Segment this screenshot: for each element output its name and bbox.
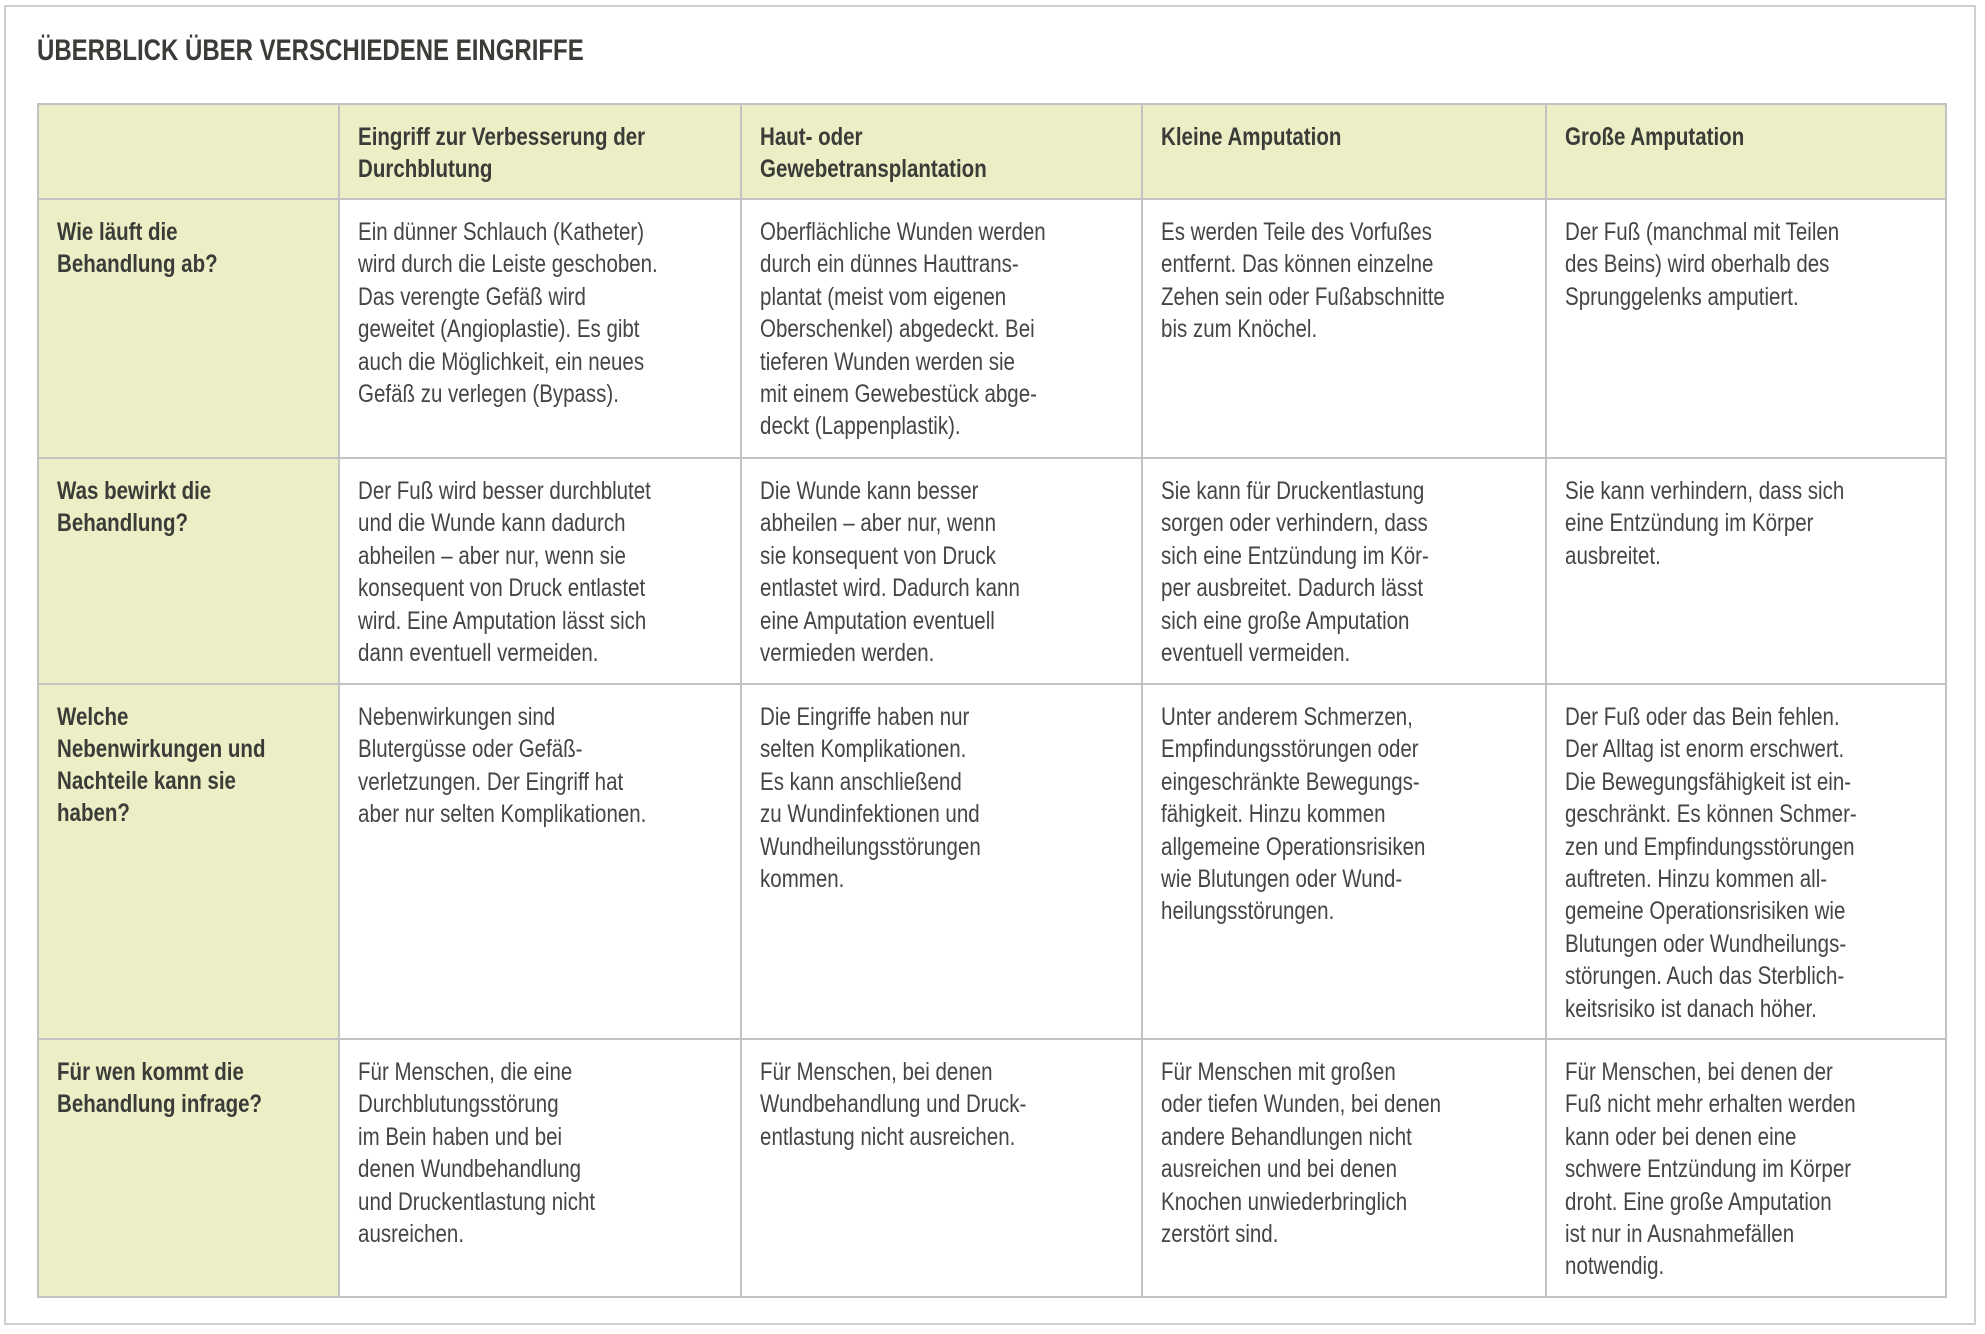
column-header: Große Amputation — [1565, 123, 1745, 151]
cell-text: Für Menschen, bei denen der Fuß nicht mehr erhalten werden kann oder bei denen eine schwere Entzündung im Körper droht. Eine große Amputation ist nur in Ausnahmefällen notwendig. — [1565, 1058, 1856, 1281]
row-question: Welche Nebenwirkungen und Nachteile kann sie haben? — [57, 703, 266, 827]
table-row — [38, 684, 1946, 1039]
header-row — [38, 104, 1946, 199]
header-cell-empty — [38, 104, 339, 199]
cell-text: Oberflächliche Wunden werden durch ein dünnes Hauttrans- plantat (meist vom eigenen Oberschenkel) abgedeckt. Bei tieferen Wunden werden sie mit einem Gewebestück abge- deckt (Lappenplastik). — [760, 218, 1046, 441]
header-cell — [339, 104, 741, 199]
table-cell — [1142, 199, 1546, 458]
cell-text: Es werden Teile des Vorfußes entfernt. Das können einzelne Zehen sein oder Fußabschnitte bis zum Knöchel. — [1161, 218, 1445, 344]
table-cell — [741, 1039, 1142, 1297]
comparison-table — [37, 103, 1947, 1298]
row-header-cell — [38, 684, 339, 1039]
table-cell — [1546, 458, 1946, 684]
table-cell — [1546, 684, 1946, 1039]
column-header: Haut- oder Gewebetransplantation — [760, 123, 987, 183]
table-cell — [339, 684, 741, 1039]
column-header — [39, 105, 371, 131]
row-header-cell — [38, 1039, 339, 1297]
table-row — [38, 458, 1946, 684]
table-row — [38, 199, 1946, 458]
column-header: Kleine Amputation — [1161, 123, 1342, 151]
header-cell — [741, 104, 1142, 199]
row-question: Wie läuft die Behandlung ab? — [57, 218, 218, 278]
cell-text: Für Menschen, die eine Durchblutungsstörung im Bein haben und bei denen Wundbehandlung und Druckentlastung nicht ausreichen. — [358, 1058, 596, 1249]
cell-text: Für Menschen, bei denen Wundbehandlung und Druck- entlastung nicht ausreichen. — [760, 1058, 1027, 1151]
cell-text: Sie kann für Druckentlastung sorgen oder verhindern, dass sich eine Entzündung im Kör- per ausbreitet. Dadurch lässt sich eine große Amputation eventuell vermeiden. — [1161, 477, 1429, 668]
cell-text: Der Fuß oder das Bein fehlen. Der Alltag ist enorm erschwert. Die Bewegungsfähigkeit ist ein- geschränkt. Es können Schmer- zen und Empfindungsstörungen auftreten. Hinzu kommen all- gemeine Operationsrisiken wie Blutungen oder Wundheilungs- störungen. Auch das Sterblich- keitsrisiko ist danach höher. — [1565, 703, 1857, 1023]
cell-text: Sie kann verhindern, dass sich eine Entzündung im Körper ausbreitet. — [1565, 477, 1845, 570]
cell-text: Für Menschen mit großen oder tiefen Wunden, bei denen andere Behandlungen nicht ausreichen und bei denen Knochen unwiederbringlich zerstört sind. — [1161, 1058, 1442, 1249]
cell-text: Nebenwirkungen sind Blutergüsse oder Gefäß- verletzungen. Der Eingriff hat aber nur selten Komplikationen. — [358, 703, 647, 829]
table-cell — [1546, 199, 1946, 458]
table-row — [38, 1039, 1946, 1297]
cell-text: Unter anderem Schmerzen, Empfindungsstörungen oder eingeschränkte Bewegungs- fähigkeit. Hinzu kommen allgemeine Operationsrisiken wie Blutungen oder Wund- heilungsstörungen. — [1161, 703, 1426, 926]
table-cell — [339, 1039, 741, 1297]
table-cell — [339, 199, 741, 458]
table-cell — [1142, 1039, 1546, 1297]
row-header-cell — [38, 458, 339, 684]
cell-text: Der Fuß (manchmal mit Teilen des Beins) wird oberhalb des Sprunggelenks amputiert. — [1565, 218, 1840, 311]
table-cell — [339, 458, 741, 684]
table-cell — [1142, 458, 1546, 684]
cell-text: Ein dünner Schlauch (Katheter) wird durch die Leiste geschoben. Das verengte Gefäß wird geweitet (Angioplastie). Es gibt auch die Möglichkeit, ein neues Gefäß zu verlegen (Bypass). — [358, 218, 658, 409]
cell-text: Die Eingriffe haben nur selten Komplikationen. Es kann anschließend zu Wundinfektionen und Wundheilungsstörungen kommen. — [760, 703, 981, 894]
row-question: Für wen kommt die Behandlung infrage? — [57, 1058, 263, 1118]
row-question: Was bewirkt die Behandlung? — [57, 477, 212, 537]
table-cell — [1546, 1039, 1946, 1297]
header-cell — [1142, 104, 1546, 199]
table-cell — [1142, 684, 1546, 1039]
cell-text: Der Fuß wird besser durchblutet und die Wunde kann dadurch abheilen – aber nur, wenn sie konsequent von Druck entlastet wird. Eine Amputation lässt sich dann eventuell vermeiden. — [358, 477, 651, 668]
row-header-cell — [38, 199, 339, 458]
table-cell — [741, 458, 1142, 684]
column-header: Eingriff zur Verbesserung der Durchblutung — [358, 123, 646, 183]
table-cell — [741, 199, 1142, 458]
page-title: ÜBERBLICK ÜBER VERSCHIEDENE EINGRIFFE — [37, 34, 584, 67]
header-cell — [1546, 104, 1946, 199]
table-cell — [741, 684, 1142, 1039]
cell-text: Die Wunde kann besser abheilen – aber nur, wenn sie konsequent von Druck entlastet wird. Dadurch kann eine Amputation eventuell vermieden werden. — [760, 477, 1020, 668]
